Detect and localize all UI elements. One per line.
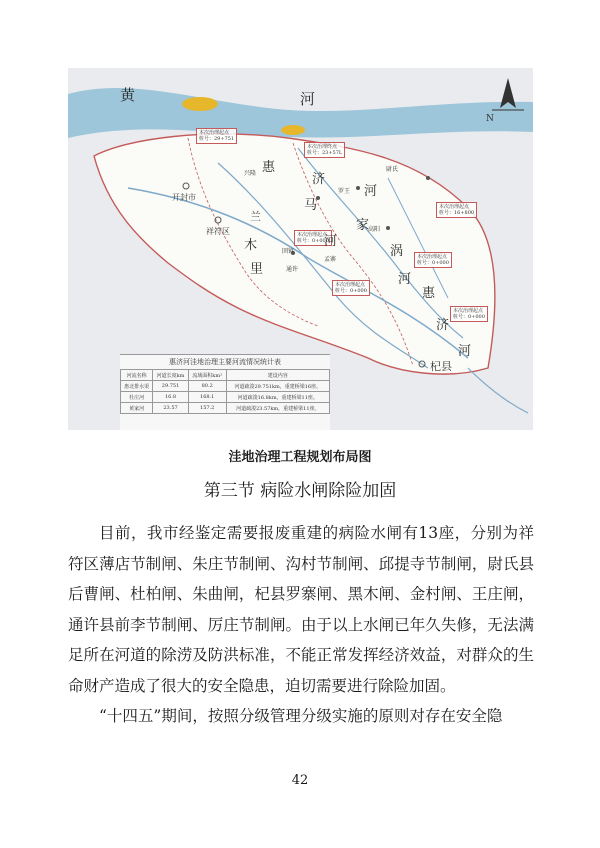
map-label-xiangfu: 祥符区 (206, 227, 230, 236)
paragraph: “十四五”期间，按照分级管理分级实施的原则对存在安全隐 (99, 707, 503, 725)
paragraph: 目前，我市经鉴定需要报废重建的病险水闸有13座，分别为祥符区薄店节制闸、朱庄节制闸、沟村节制闸、邱提寺节制闸，尉氏县后曹闸、杜柏闸、朱曲闸，杞县罗寨闸、黑木闸、金村闸、王庄闸，通许县前李节制闸、厉庄节制闸。由于以上水闸已年久失修，无法满足所在河道的除涝及防洪标准，不能正常发挥经济效益，对群众的生命财产造成了很大的安全隐患，迫切需要进行除险加固。 (68, 524, 534, 695)
river-char: 济 (312, 172, 326, 187)
place-name: 罗王 (338, 188, 351, 195)
river-char: 惠 (422, 286, 436, 301)
table-row: 黄家河 23.57 157.2 河道疏浚23.57km，重建桥梁11座。 (121, 403, 330, 414)
callout-6: 本次治理起点 桩号：0+000 (332, 280, 370, 296)
callout-5: 本次治理起点 桩号：0+000 (414, 252, 452, 268)
callout-2: 本次治理终点 桩号：23+57L (304, 142, 345, 158)
table-header: 流域面积km² (188, 370, 226, 381)
place-name: 兴隆 (244, 170, 257, 177)
table-row: 杜庄河 16.8 168.1 河道疏浚16.8km，重建桥梁11座。 (121, 392, 330, 403)
table-title: 惠济河洼地治理主要河流情况统计表 (169, 358, 281, 366)
map-label-lan: 兰 (250, 210, 261, 223)
river-char: 河 (364, 184, 378, 199)
page-number: 42 (291, 773, 309, 788)
river-char: 家 (356, 218, 370, 233)
map-label-qixian: 杞县 (430, 360, 452, 373)
river-char: 涡 (390, 244, 404, 259)
map-label-he: 河 (300, 90, 318, 108)
callout-3: 本次治理起点 桩号：16+800 (436, 202, 477, 218)
table-header: 河道长度km (153, 370, 189, 381)
place-name: 圉镇 (282, 248, 295, 255)
section-title: 第三节 病险水闸除险加固 (203, 481, 397, 501)
river-char: 惠 (262, 160, 276, 175)
map-label-kaifeng: 开封市 (172, 193, 196, 202)
river-char: 里 (250, 262, 264, 277)
north-label: N (486, 114, 494, 124)
callout-7: 本次治理起点 桩号：0+000 (450, 306, 488, 322)
body-text (68, 518, 534, 732)
table-row: 惠北排水渠 29.751 80.2 河道疏浚29.751km，重建桥梁16座。 (121, 381, 330, 392)
place-name: 通许 (286, 266, 299, 273)
river-stats-table (120, 354, 330, 430)
map-label-yellow: 黄 (120, 86, 138, 104)
river-char: 河 (398, 272, 412, 287)
river-char: 木 (244, 238, 258, 253)
table-header: 建设内容 (226, 370, 329, 381)
sandbar-left (182, 97, 218, 111)
place-name: 孟寨 (324, 256, 337, 263)
sandbar-right (281, 125, 305, 135)
callout-4: 本次治理起点 桩号：0+000 (294, 230, 332, 246)
place-name: 高阳 (368, 226, 381, 233)
table-header: 河流名称 (121, 370, 153, 381)
river-char: 河 (458, 344, 472, 359)
river-char: 济 (436, 318, 450, 333)
callout-1: 本次治理起点 桩号：29+751 (196, 128, 237, 144)
river-char: 马 (304, 198, 318, 213)
planning-map-figure (68, 68, 533, 430)
figure-caption: 洼地治理工程规划布局图 (228, 450, 372, 465)
place-name: 尉氏 (386, 166, 399, 173)
river-char: 河 (324, 234, 338, 249)
